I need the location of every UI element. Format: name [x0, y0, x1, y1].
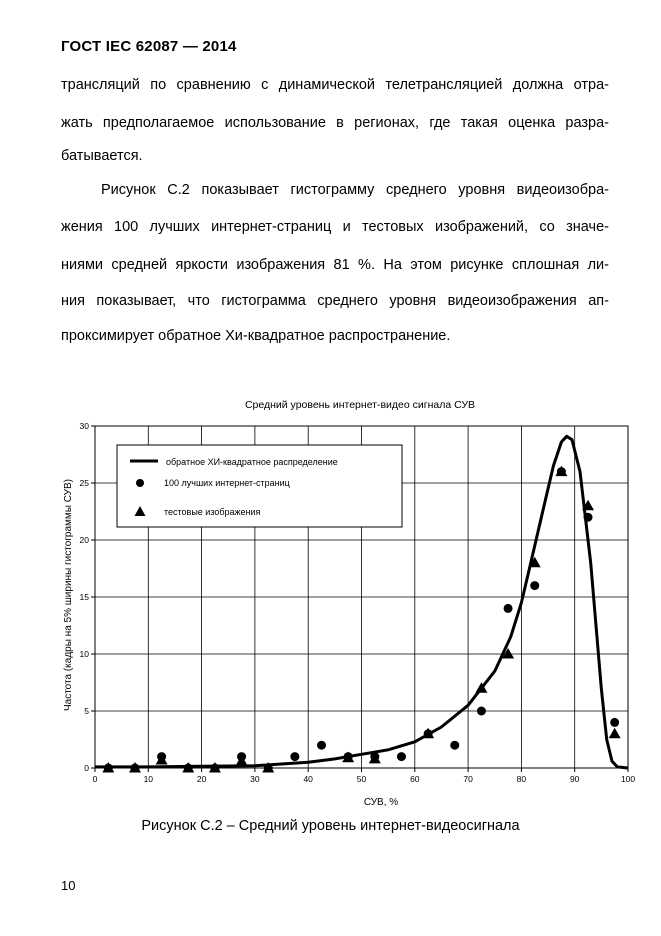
x-tick-label: 10 — [143, 774, 154, 784]
y-tick-label: 15 — [79, 592, 89, 602]
body-line-8: проксимирует обратное Хи-квадратное распространение. — [61, 328, 451, 344]
x-tick-label: 70 — [463, 774, 473, 784]
body-line-1: трансляций по сравнению с динамической телетрансляцией должна отра- — [61, 77, 609, 93]
body-line-4: Рисунок C.2 показывает гистограмму среднего уровня видеоизобра- — [101, 182, 609, 198]
circle-point — [504, 604, 513, 613]
circle-point — [397, 752, 406, 761]
x-tick-label: 40 — [303, 774, 313, 784]
y-tick-label: 10 — [79, 649, 89, 659]
legend-label-curve: обратное ХИ-квадратное распределение — [166, 457, 338, 467]
x-tick-label: 30 — [250, 774, 260, 784]
circle-point — [477, 707, 486, 716]
y-tick-label: 5 — [84, 706, 89, 716]
body-line-5: жения 100 лучших интернет-страниц и тестовых изображений, со значе- — [61, 219, 609, 235]
x-tick-label: 60 — [410, 774, 420, 784]
body-line-3: батывается. — [61, 148, 143, 164]
x-tick-label: 100 — [620, 774, 636, 784]
circle-point — [290, 752, 299, 761]
triangle-point — [609, 728, 621, 739]
body-line-2: жать предполагаемое использование в регионах, где такая оценка разра- — [61, 115, 609, 131]
body-line-7: ния показывает, что гистограмма среднего уровня видеоизображения ап- — [61, 293, 609, 309]
figure-caption: Рисунок C.2 – Средний уровень интернет-видеосигнала — [141, 818, 520, 834]
y-axis-label: Частота (кадры на 5% ширины гистограммы СУВ) — [63, 478, 74, 712]
x-tick-label: 50 — [356, 774, 367, 784]
y-tick-label: 0 — [84, 763, 89, 773]
y-tick-label: 25 — [79, 478, 89, 488]
apl-histogram-chart — [0, 380, 661, 815]
x-tick-label: 0 — [92, 774, 98, 784]
legend-label-test-images: тестовые изображения — [164, 507, 261, 517]
legend-circle-icon — [136, 479, 144, 487]
legend-label-web-pages: 100 лучших интернет-страниц — [164, 478, 290, 488]
page-number: 10 — [61, 878, 76, 893]
chart-title: Средний уровень интернет-видео сигнала СУВ — [244, 399, 476, 411]
y-tick-label: 20 — [79, 535, 89, 545]
chart-legend — [117, 445, 402, 527]
x-tick-label: 20 — [196, 774, 207, 784]
document-header: ГОСТ IEC 62087 — 2014 — [61, 38, 237, 55]
circle-point — [610, 718, 619, 727]
x-axis-label: СУВ, % — [363, 797, 399, 808]
x-tick-label: 80 — [516, 774, 527, 784]
circle-point — [317, 741, 326, 750]
circle-point — [530, 581, 539, 590]
y-tick-label: 30 — [79, 421, 89, 431]
circle-point — [450, 741, 459, 750]
body-line-6: ниями средней яркости изображения 81 %. На этом рисунке сплошная ли- — [61, 257, 609, 273]
x-tick-label: 90 — [569, 774, 580, 784]
circle-point — [584, 513, 593, 522]
